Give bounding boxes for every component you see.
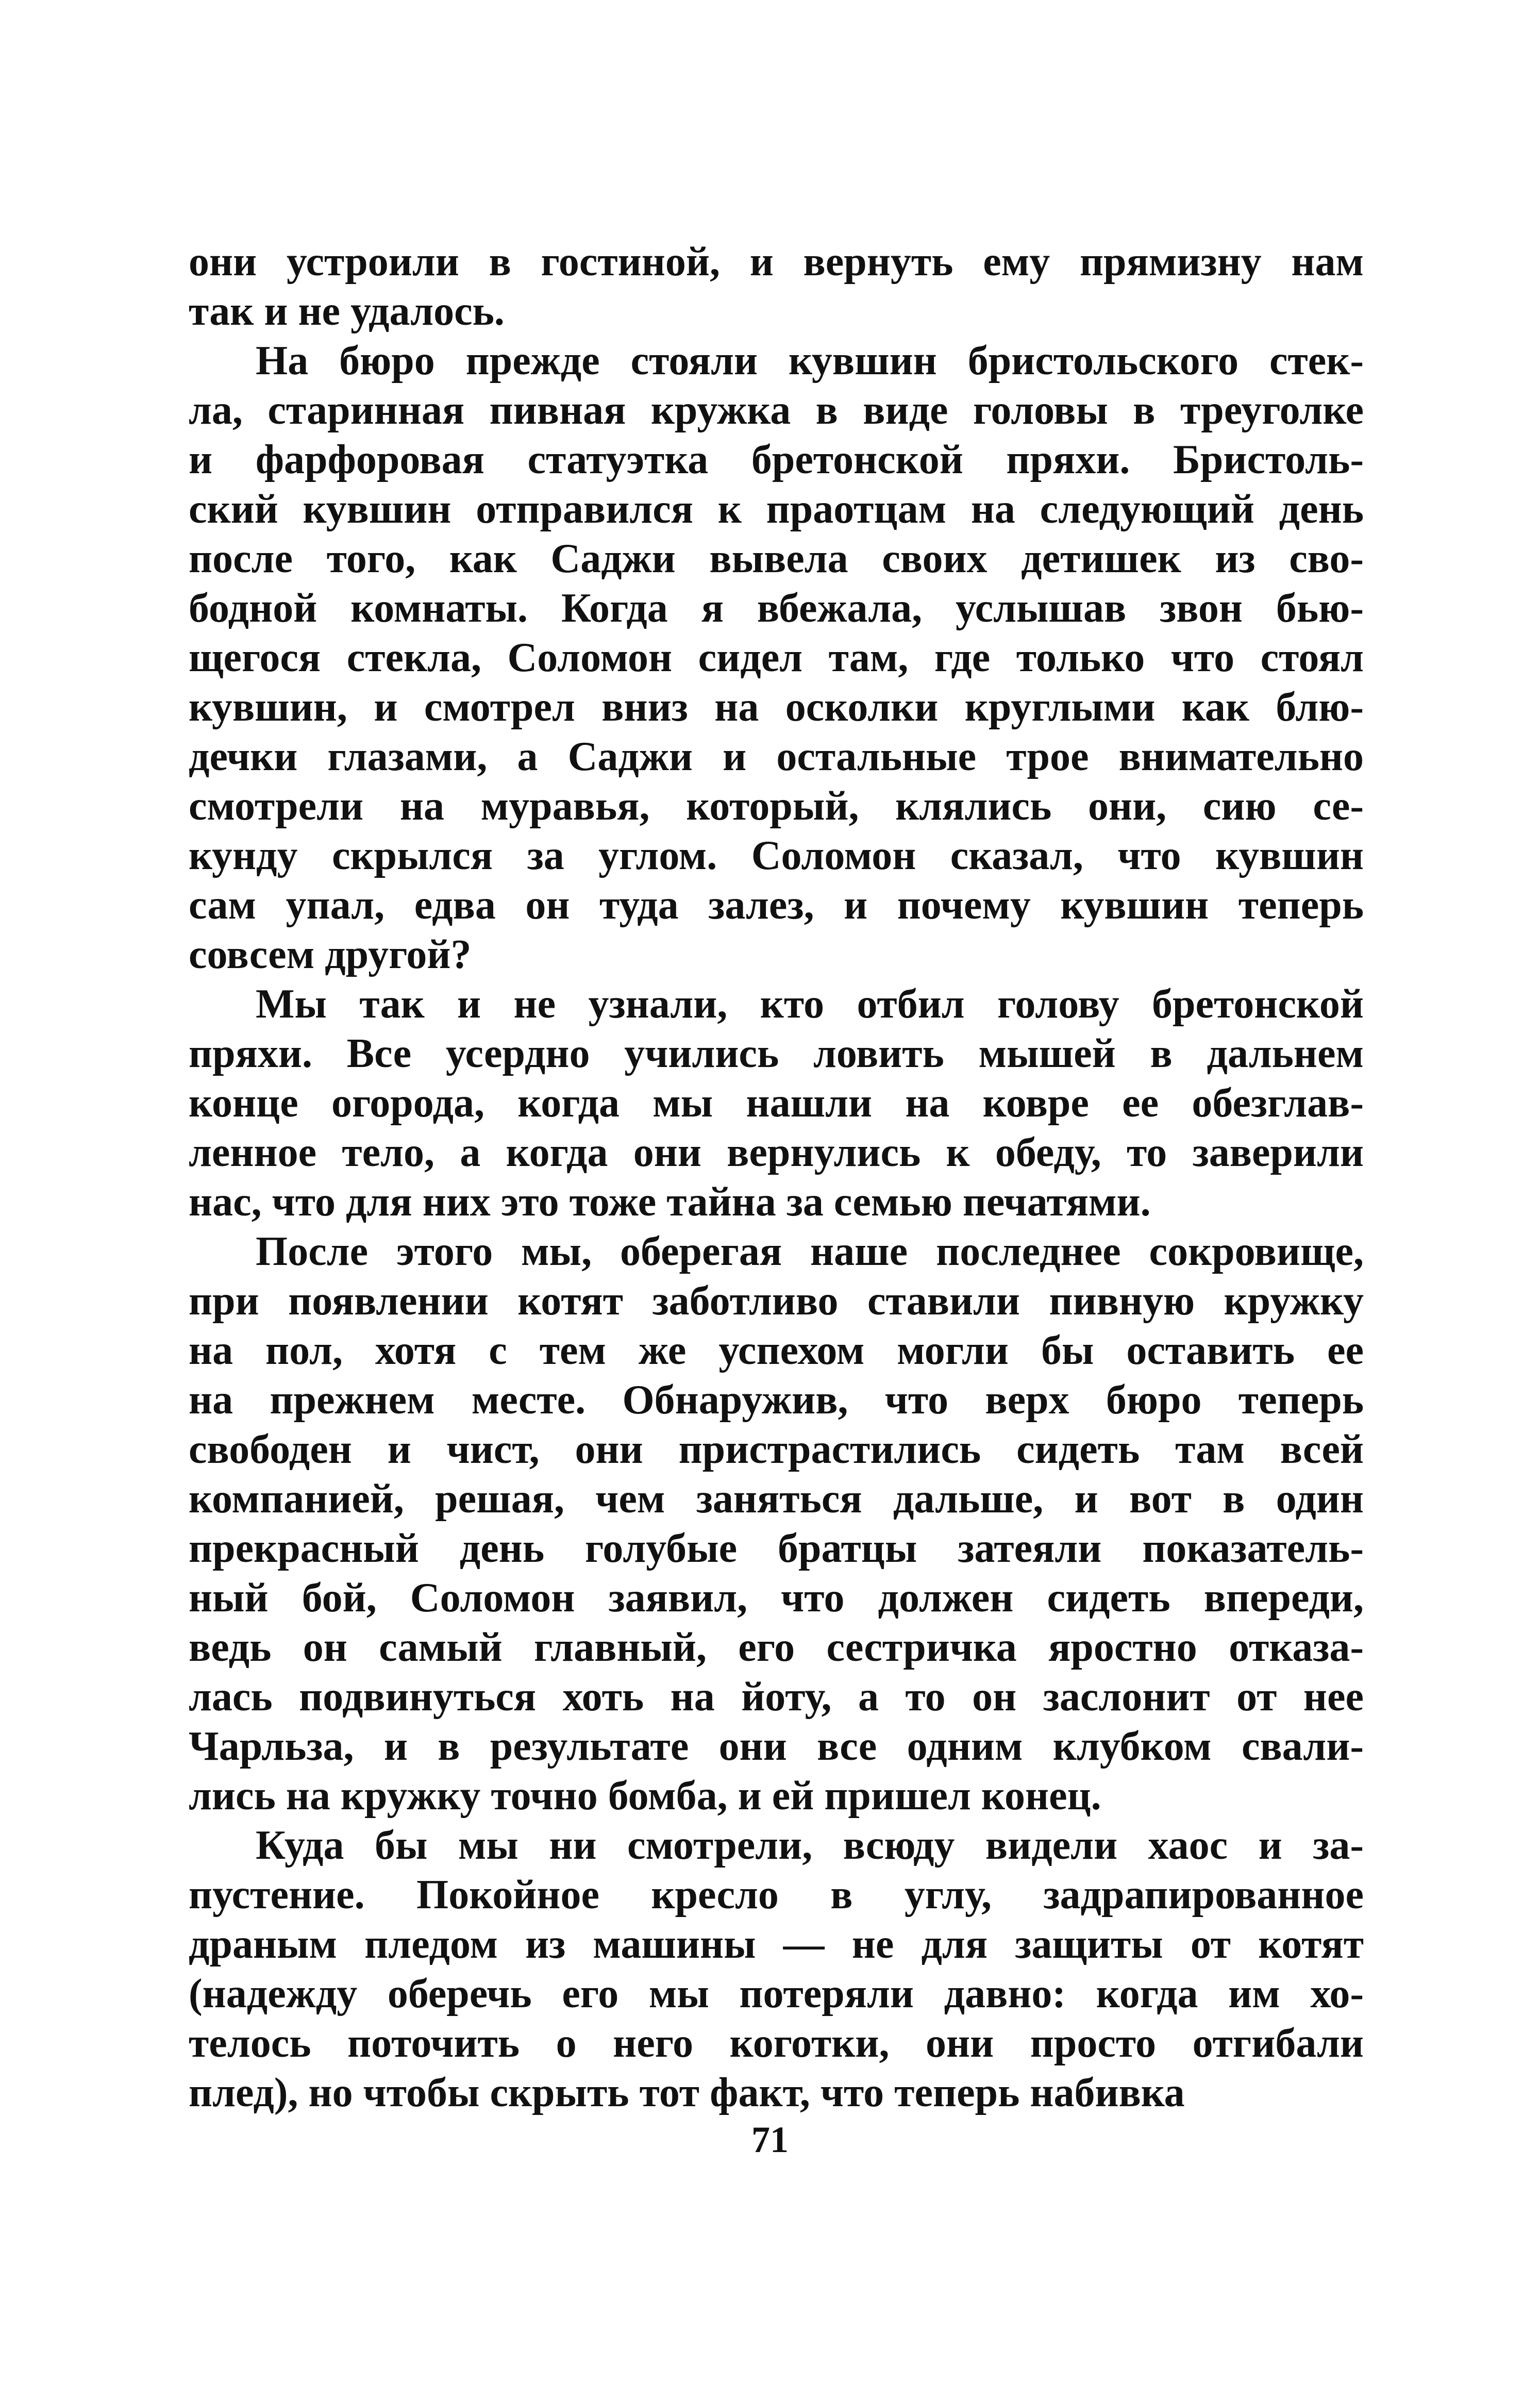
paragraph: [189, 979, 1364, 1227]
paragraph: [189, 237, 1364, 336]
page-number: 71: [751, 2119, 789, 2160]
text-line: На бюро прежде стояли кувшин бристольского стек-: [256, 338, 1364, 384]
text-line: пустение. Покойное кресло в углу, задрапированное: [189, 1872, 1364, 1918]
text-line: лись на кружку точно бомба, и ей пришел конец.: [189, 1773, 1101, 1819]
text-line: при появлении котят заботливо ставили пивную кружку: [189, 1278, 1364, 1324]
text-line: Чарльза, и в результате они все одним клубком свали-: [189, 1724, 1364, 1769]
text-line: компанией, решая, чем заняться дальше, и вот в один: [189, 1476, 1364, 1522]
paragraph: [189, 336, 1364, 979]
text-line: нас, что для них это тоже тайна за семью печатями.: [189, 1179, 1151, 1225]
text-line: пряхи. Все усердно учились ловить мышей в дальнем: [189, 1031, 1364, 1076]
text-line: они устроили в гостиной, и вернуть ему прямизну нам: [189, 239, 1364, 285]
text-line: на прежнем месте. Обнаружив, что верх бюро теперь: [189, 1377, 1364, 1423]
text-line: конце огорода, когда мы нашли на ковре ее обезглав-: [189, 1080, 1364, 1126]
body-text: [189, 237, 1364, 2118]
text-line: драным пледом из машины — не для защиты от котят: [189, 1922, 1364, 1967]
text-line: кунду скрылся за углом. Соломон сказал, что кувшин: [189, 833, 1364, 878]
paragraph: [189, 1821, 1364, 2118]
text-line: смотрели на муравья, который, клялись они, сию се-: [189, 784, 1364, 829]
text-line: дечки глазами, а Саджи и остальные трое внимательно: [189, 734, 1364, 779]
text-line: на пол, хотя с тем же успехом могли бы оставить ее: [189, 1328, 1364, 1373]
text-line: прекрасный день голубые братцы затеяли показатель-: [189, 1526, 1364, 1571]
text-line: плед), но чтобы скрыть тот факт, что теперь набивка: [189, 2070, 1185, 2115]
text-line: щегося стекла, Соломон сидел там, где только что стоял: [189, 635, 1364, 680]
text-line: так и не удалось.: [189, 289, 505, 334]
text-line: свободен и чист, они пристрастились сидеть там всей: [189, 1427, 1364, 1472]
text-line: ла, старинная пивная кружка в виде головы в треуголке: [189, 388, 1364, 433]
text-line: бодной комнаты. Когда я вбежала, услышав звон бью-: [189, 586, 1364, 631]
text-line: Куда бы мы ни смотрели, всюду видели хаос и за-: [256, 1823, 1364, 1868]
text-line: ведь он самый главный, его сестричка яростно отказа-: [189, 1625, 1364, 1670]
text-line: совсем другой?: [189, 932, 472, 977]
text-line: лась подвинуться хоть на йоту, а то он заслонит от нее: [189, 1674, 1364, 1720]
text-line: (надежду оберечь его мы потеряли давно: когда им хо-: [189, 1971, 1364, 2016]
text-line: и фарфоровая статуэтка бретонской пряхи. Бристоль-: [189, 437, 1364, 482]
text-line: Мы так и не узнали, кто отбил голову бретонской: [256, 981, 1364, 1027]
text-line: ный бой, Соломон заявил, что должен сидеть впереди,: [189, 1575, 1364, 1621]
text-line: сам упал, едва он туда залез, и почему кувшин теперь: [189, 882, 1364, 928]
text-line: после того, как Саджи вывела своих детишек из сво-: [189, 536, 1364, 581]
text-line: телось поточить о него коготки, они просто отгибали: [189, 2021, 1364, 2066]
text-line: ленное тело, а когда они вернулись к обеду, то заверили: [189, 1130, 1364, 1175]
text-line: После этого мы, оберегая наше последнее сокровище,: [256, 1229, 1364, 1274]
paragraph: [189, 1227, 1364, 1821]
text-line: ский кувшин отправился к праотцам на следующий день: [189, 487, 1364, 532]
text-line: кувшин, и смотрел вниз на осколки круглыми как блю-: [189, 685, 1364, 730]
